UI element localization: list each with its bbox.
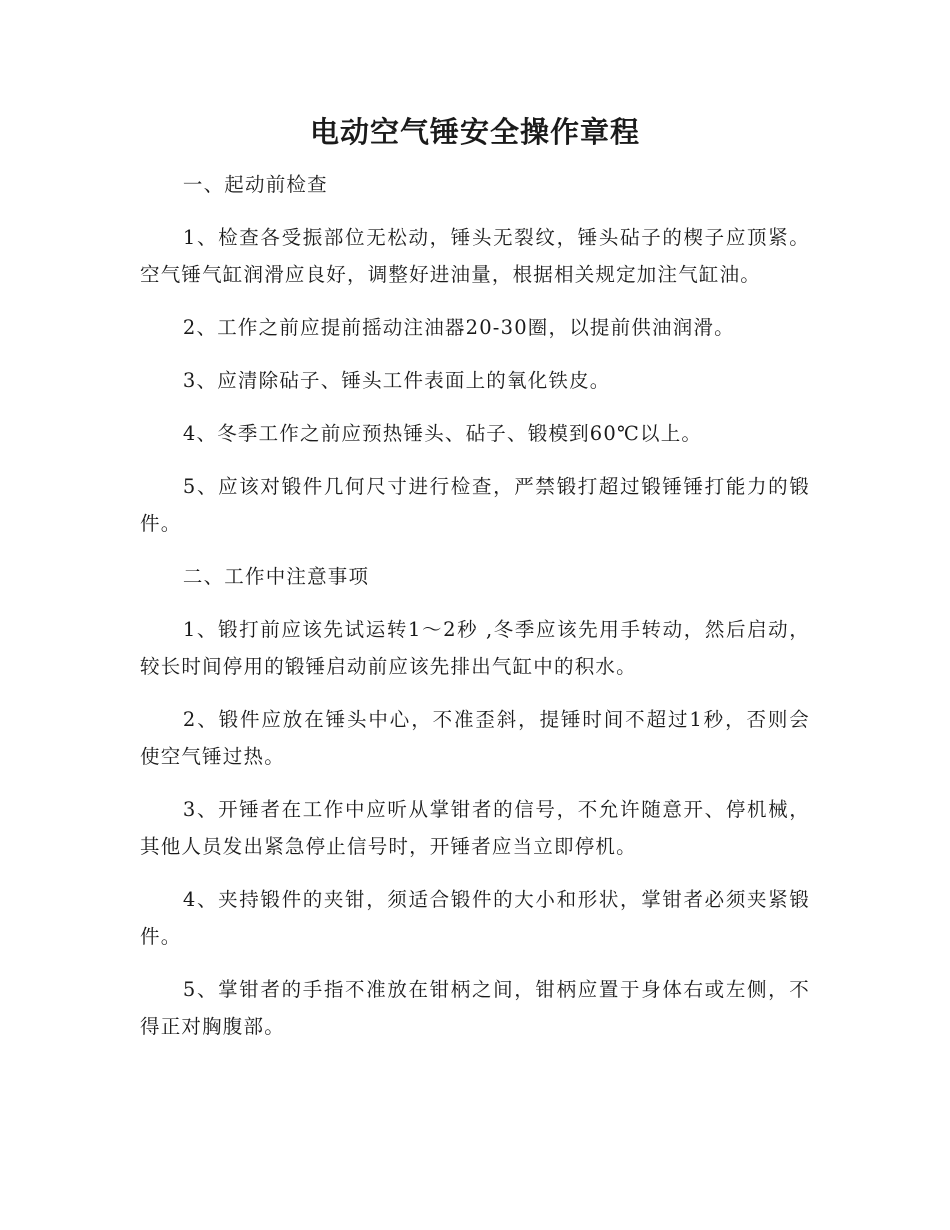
section-heading: 二、工作中注意事项 — [182, 565, 370, 588]
paragraph: 5、应该对锻件几何尺寸进行检查，严禁锻打超过锻锤锤打能力的锻件。 — [140, 475, 810, 535]
paragraph: 4、夹持锻件的夹钳，须适合锻件的大小和形状，掌钳者必须夹紧锻件。 — [140, 888, 810, 948]
paragraph: 3、开锤者在工作中应听从掌钳者的信号，不允许随意开、停机械，其他人员发出紧急停止信号时，开锤者应当立即停机。 — [140, 798, 810, 858]
paragraph: 5、掌钳者的手指不准放在钳柄之间，钳柄应置于身体右或左侧，不得正对胸腹部。 — [140, 978, 810, 1038]
paragraph: 4、冬季工作之前应预热锤头、砧子、锻模到60℃以上。 — [182, 422, 703, 445]
section-heading: 一、起动前检查 — [182, 173, 328, 196]
paragraph: 2、锻件应放在锤头中心，不准歪斜，提锤时间不超过1秒，否则会使空气锤过热。 — [140, 708, 810, 768]
document-title: 电动空气锤安全操作章程 — [309, 115, 640, 149]
paragraph: 3、应清除砧子、锤头工件表面上的氧化铁皮。 — [182, 369, 611, 392]
paragraph: 1、检查各受振部位无松动，锤头无裂纹，锤头砧子的楔子应顶紧。空气锤气缸润滑应良好，调整好进油量，根据相关规定加注气缸油。 — [140, 226, 810, 286]
paragraph: 2、工作之前应提前摇动注油器20-30圈，以提前供油润滑。 — [182, 316, 735, 339]
paragraph: 1、锻打前应该先试运转1～2秒 ,冬季应该先用手转动，然后启动，较长时间停用的锻锤启动前应该先排出气缸中的积水。 — [140, 618, 810, 678]
document-body — [140, 166, 810, 1061]
